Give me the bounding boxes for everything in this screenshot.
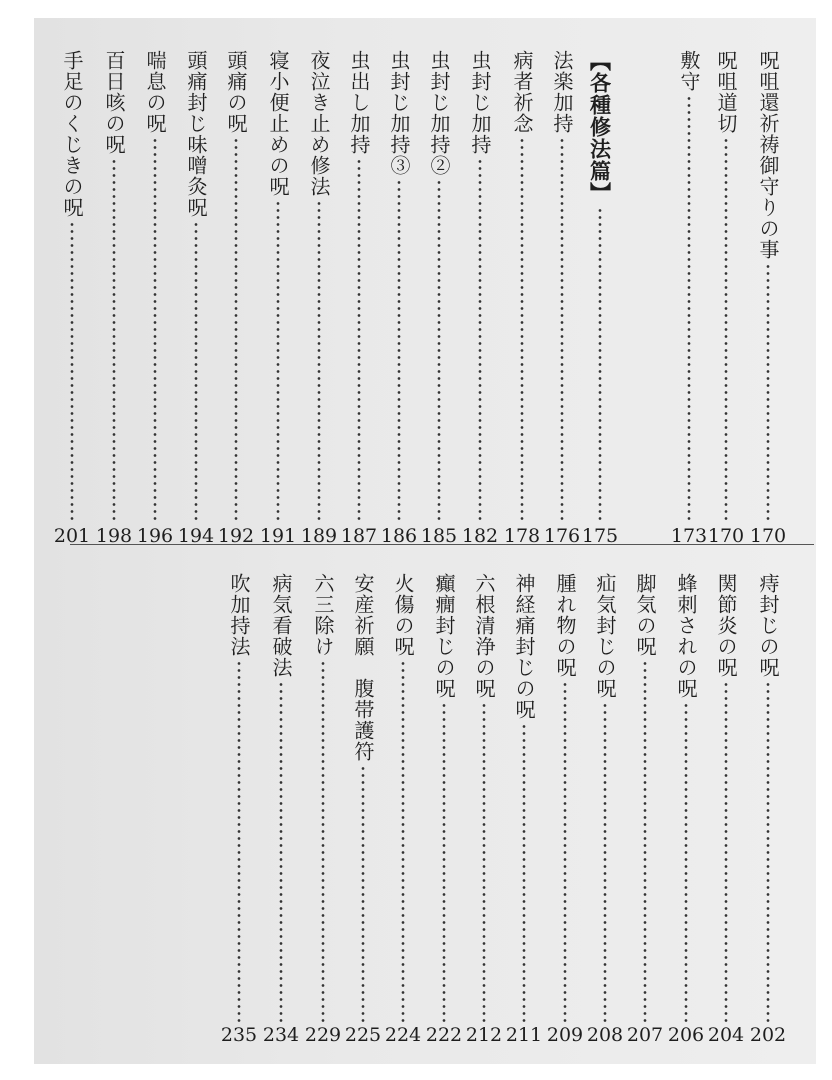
toc-entry-page-number: 235 bbox=[220, 1024, 258, 1046]
toc-entry bbox=[219, 573, 259, 1045]
toc-entry-page-number: 176 bbox=[543, 525, 581, 547]
dot-leader bbox=[357, 158, 361, 523]
toc-entry-title: 腫れ物の呪 bbox=[553, 573, 577, 678]
dot-leader bbox=[321, 660, 325, 1022]
toc-entry-title: 呪咀還祈祷御守りの事 bbox=[756, 50, 780, 260]
toc-entry-title: 吹加持法 bbox=[227, 573, 251, 657]
toc-entry-title: 寝小便止めの呪 bbox=[266, 50, 290, 197]
toc-entry-page-number: 207 bbox=[626, 1024, 664, 1046]
toc-entry-page-number: 186 bbox=[380, 525, 418, 547]
toc-entry-title: 敷守 bbox=[677, 50, 701, 92]
toc-entry-title: 神経痛封じの呪 bbox=[512, 573, 536, 720]
toc-entry-page-number: 222 bbox=[425, 1024, 463, 1046]
toc-entry-title: 脚気の呪 bbox=[633, 573, 657, 657]
toc-entry bbox=[545, 573, 585, 1045]
toc-entry-title: 手足のくじきの呪 bbox=[60, 50, 84, 218]
dot-leader bbox=[279, 681, 283, 1022]
dot-leader bbox=[70, 221, 74, 523]
toc-entry bbox=[135, 50, 175, 546]
dot-leader bbox=[724, 137, 728, 523]
toc-entry-title: 百日咳の呪 bbox=[102, 50, 126, 155]
toc-entry-page-number: 192 bbox=[217, 525, 255, 547]
toc-entry bbox=[379, 50, 419, 546]
dot-leader bbox=[234, 137, 238, 523]
dot-leader bbox=[482, 702, 486, 1022]
toc-entries bbox=[34, 18, 816, 1064]
toc-entry-title: 癲癇封じの呪 bbox=[432, 573, 456, 699]
dot-leader bbox=[766, 681, 770, 1022]
dot-leader bbox=[563, 681, 567, 1022]
dot-leader bbox=[766, 263, 770, 523]
toc-entry-title: 痔封じの呪 bbox=[756, 573, 780, 678]
toc-entry-title: 虫出し加持 bbox=[347, 50, 371, 155]
toc-entry-title: 虫封じ加持③ bbox=[387, 50, 411, 176]
toc-entry-title: 夜泣き止め修法 bbox=[307, 50, 331, 197]
dot-leader bbox=[401, 660, 405, 1022]
toc-entry-page-number: 185 bbox=[420, 525, 458, 547]
toc-entry bbox=[580, 50, 620, 546]
toc-entry bbox=[176, 50, 216, 546]
dot-leader bbox=[397, 179, 401, 523]
toc-entry-page-number: 208 bbox=[586, 1024, 624, 1046]
toc-entry bbox=[542, 50, 582, 546]
toc-entry bbox=[502, 50, 542, 546]
toc-entry bbox=[748, 50, 788, 546]
toc-entry-page-number: 191 bbox=[259, 525, 297, 547]
toc-entry-title: 虫封じ加持 bbox=[468, 50, 492, 155]
toc-entry-title: 病者祈念 bbox=[510, 50, 534, 134]
section-heading: 【各種修法篇】 bbox=[587, 50, 613, 204]
toc-entry bbox=[748, 573, 788, 1045]
toc-entry-page-number: 225 bbox=[344, 1024, 382, 1046]
toc-entry bbox=[666, 573, 706, 1045]
dot-leader bbox=[603, 702, 607, 1022]
dot-leader bbox=[560, 137, 564, 523]
toc-entry bbox=[669, 50, 709, 546]
dot-leader bbox=[687, 95, 691, 523]
dot-leader bbox=[153, 137, 157, 523]
toc-entry-page-number: 224 bbox=[384, 1024, 422, 1046]
dot-leader bbox=[317, 200, 321, 523]
toc-entry-page-number: 194 bbox=[177, 525, 215, 547]
toc-entry-title: 呪咀道切 bbox=[714, 50, 738, 134]
toc-entry-page-number: 178 bbox=[503, 525, 541, 547]
toc-entry bbox=[94, 50, 134, 546]
toc-entry-page-number: 175 bbox=[581, 525, 619, 547]
toc-entry bbox=[585, 573, 625, 1045]
toc-entry-page-number: 170 bbox=[749, 525, 787, 547]
toc-entry-title: 頭痛の呪 bbox=[224, 50, 248, 134]
toc-entry-title: 病気看破法 bbox=[269, 573, 293, 678]
dot-leader bbox=[361, 765, 365, 1022]
toc-entry bbox=[504, 573, 544, 1045]
toc-entry-page-number: 201 bbox=[53, 525, 91, 547]
dot-leader bbox=[522, 723, 526, 1022]
toc-entry-page-number: 206 bbox=[667, 1024, 705, 1046]
toc-entry bbox=[460, 50, 500, 546]
toc-entry bbox=[339, 50, 379, 546]
dot-leader bbox=[237, 660, 241, 1022]
toc-entry-title: 六根清浄の呪 bbox=[472, 573, 496, 699]
toc-entry-title: 蜂刺されの呪 bbox=[674, 573, 698, 699]
toc-entry-page-number: 198 bbox=[95, 525, 133, 547]
toc-entry bbox=[419, 50, 459, 546]
dot-leader bbox=[437, 179, 441, 523]
toc-entry bbox=[706, 50, 746, 546]
toc-entry bbox=[706, 573, 746, 1045]
toc-entry-title: 安産祈願 腹帯護符 bbox=[351, 573, 375, 762]
toc-entry-page-number: 212 bbox=[465, 1024, 503, 1046]
dot-leader bbox=[520, 137, 524, 523]
toc-entry-page-number: 170 bbox=[707, 525, 745, 547]
toc-entry bbox=[424, 573, 464, 1045]
toc-entry bbox=[625, 573, 665, 1045]
toc-entry bbox=[52, 50, 92, 546]
toc-entry bbox=[258, 50, 298, 546]
toc-entry-page-number: 209 bbox=[546, 1024, 584, 1046]
toc-entry-page-number: 204 bbox=[707, 1024, 745, 1046]
toc-entry-page-number: 189 bbox=[300, 525, 338, 547]
book-page bbox=[34, 18, 816, 1064]
toc-entry bbox=[303, 573, 343, 1045]
toc-entry bbox=[261, 573, 301, 1045]
toc-entry-title: 関節炎の呪 bbox=[714, 573, 738, 678]
toc-entry bbox=[464, 573, 504, 1045]
dot-leader bbox=[478, 158, 482, 523]
toc-entry-page-number: 187 bbox=[340, 525, 378, 547]
toc-entry-page-number: 202 bbox=[749, 1024, 787, 1046]
toc-entry-page-number: 234 bbox=[262, 1024, 300, 1046]
toc-entry bbox=[299, 50, 339, 546]
toc-entry-page-number: 173 bbox=[670, 525, 708, 547]
dot-leader bbox=[442, 702, 446, 1022]
dot-leader bbox=[684, 702, 688, 1022]
toc-entry-page-number: 196 bbox=[136, 525, 174, 547]
toc-entry-title: 虫封じ加持② bbox=[427, 50, 451, 176]
toc-entry-title: 喘息の呪 bbox=[143, 50, 167, 134]
toc-entry-page-number: 211 bbox=[505, 1024, 543, 1046]
toc-entry-title: 六三除け bbox=[311, 573, 335, 657]
toc-entry bbox=[343, 573, 383, 1045]
toc-entry-title: 疝気封じの呪 bbox=[593, 573, 617, 699]
toc-entry-title: 法楽加持 bbox=[550, 50, 574, 134]
toc-entry bbox=[216, 50, 256, 546]
dot-leader bbox=[598, 207, 602, 523]
toc-entry-title: 頭痛封じ味噌灸呪 bbox=[184, 50, 208, 218]
toc-entry-page-number: 229 bbox=[304, 1024, 342, 1046]
dot-leader bbox=[276, 200, 280, 523]
dot-leader bbox=[112, 158, 116, 523]
toc-entry-page-number: 182 bbox=[461, 525, 499, 547]
toc-entry bbox=[383, 573, 423, 1045]
dot-leader bbox=[643, 660, 647, 1022]
dot-leader bbox=[194, 221, 198, 523]
toc-entry-title: 火傷の呪 bbox=[391, 573, 415, 657]
dot-leader bbox=[724, 681, 728, 1022]
